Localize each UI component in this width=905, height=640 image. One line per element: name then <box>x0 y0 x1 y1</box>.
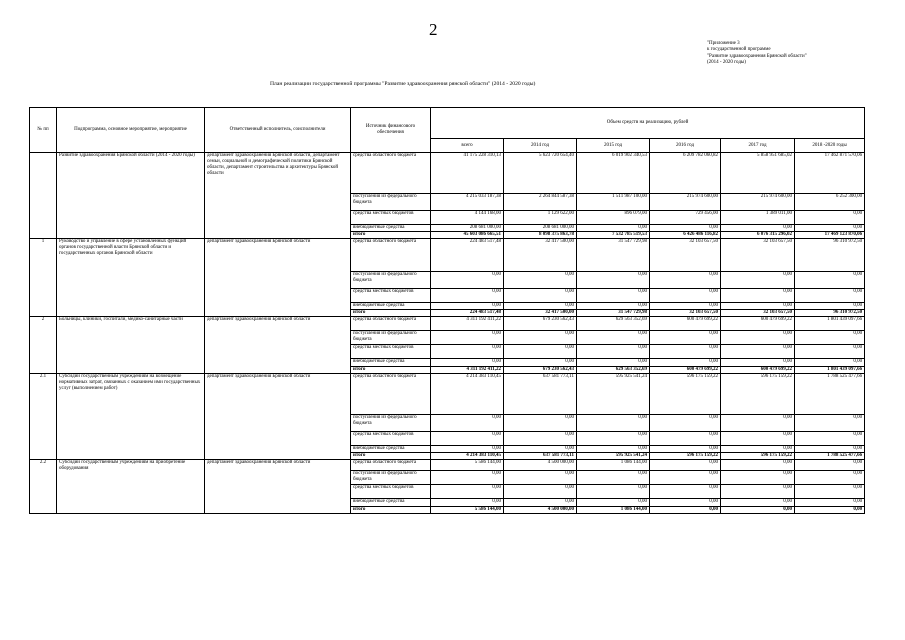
amount-cell: 595 925 541,24 <box>577 374 650 415</box>
amount-cell: 595 925 541,24 <box>577 453 650 460</box>
funding-source: средства областного бюджета <box>351 374 431 415</box>
amount-cell: 0,00 <box>577 499 650 507</box>
amount-cell: 596 175 159,22 <box>721 453 795 460</box>
amount-cell: 0,00 <box>577 359 650 367</box>
amount-cell: 0,00 <box>650 359 721 367</box>
amount-cell: 0,00 <box>721 471 795 485</box>
amount-cell: 0,00 <box>650 485 721 499</box>
amount-cell: 224 483 517,48 <box>431 239 504 272</box>
header-year-2014: 2014 год <box>504 139 577 153</box>
measure-name: Субсидии государственным учреждениям на приобретение оборудования <box>57 460 205 514</box>
funding-source: средства местных бюджетов <box>351 485 431 499</box>
amount-cell: 0,00 <box>504 359 577 367</box>
funding-source: средства местных бюджетов <box>351 289 431 303</box>
funding-source: средства областного бюджета <box>351 239 431 272</box>
amount-cell: 0,00 <box>721 415 795 432</box>
funding-source: внебюджетные средства <box>351 446 431 453</box>
amount-cell: 4 500 000,00 <box>504 507 577 514</box>
amount-cell: 0,00 <box>431 272 504 289</box>
funding-source: итого <box>351 367 431 374</box>
funding-source: внебюджетные средства <box>351 499 431 507</box>
amount-cell: 208 681 000,00 <box>504 225 577 232</box>
amount-cell: 729 456,00 <box>650 211 721 225</box>
plan-table <box>29 107 865 514</box>
header-year-2017: 2017 год <box>721 139 795 153</box>
amount-cell: 600 479 699,22 <box>650 317 721 331</box>
amount-cell: 1 389 011,00 <box>721 211 795 225</box>
page-number: 2 <box>429 20 438 39</box>
amount-cell: 600 479 699,22 <box>721 367 795 374</box>
funding-source: средства местных бюджетов <box>351 345 431 359</box>
amount-cell: 1 086 144,00 <box>577 460 650 471</box>
appendix-line: (2014 - 2020 годы) <box>707 60 746 66</box>
amount-cell: 0,00 <box>650 446 721 453</box>
header-executor: Ответственный исполнитель, соисполнители <box>205 108 351 153</box>
amount-cell: 0,00 <box>795 507 865 514</box>
row-number: 2 <box>30 317 57 374</box>
measure-name: Руководство и управление в сфере установленных функций органов государственной власти Брянской области и государственных органов Брянской области <box>57 239 205 317</box>
amount-cell: 0,00 <box>504 485 577 499</box>
amount-cell: 596 175 159,22 <box>650 453 721 460</box>
amount-cell: 96 310 972,50 <box>795 310 865 317</box>
funding-source: внебюджетные средства <box>351 225 431 232</box>
row-number: 2.1 <box>30 374 57 460</box>
amount-cell: 4 311 192 411,22 <box>431 367 504 374</box>
amount-cell: 629 563 352,69 <box>577 367 650 374</box>
amount-cell: 896 079,00 <box>577 211 650 225</box>
executor: департамент здравоохранения Брянской области <box>205 460 351 514</box>
amount-cell: 4 214 383 110,45 <box>431 453 504 460</box>
amount-cell: 0,00 <box>504 345 577 359</box>
amount-cell: 0,00 <box>650 289 721 303</box>
amount-cell: 0,00 <box>721 331 795 345</box>
amount-cell: 0,00 <box>721 446 795 453</box>
amount-cell: 0,00 <box>721 460 795 471</box>
amount-cell: 32 103 657,50 <box>650 310 721 317</box>
amount-cell: 637 581 773,11 <box>504 374 577 415</box>
amount-cell: 596 175 159,22 <box>721 374 795 415</box>
amount-cell: 1 788 525 477,66 <box>795 374 865 415</box>
amount-cell: 0,00 <box>795 225 865 232</box>
funding-source: итого <box>351 453 431 460</box>
funding-source: средства местных бюджетов <box>351 211 431 225</box>
amount-cell: 32 417 500,00 <box>504 310 577 317</box>
amount-cell: 0,00 <box>650 432 721 446</box>
funding-source: внебюджетные средства <box>351 359 431 367</box>
amount-cell: 0,00 <box>795 345 865 359</box>
amount-cell: 32 103 657,50 <box>650 239 721 272</box>
amount-cell: 0,00 <box>650 345 721 359</box>
amount-cell: 679 230 562,43 <box>504 367 577 374</box>
plan-title: План реализации государственной программы "Развитие здравоохранения рянской области" (2014 - 2020 годы) <box>270 81 536 87</box>
amount-cell: 0,00 <box>795 415 865 432</box>
amount-cell: 0,00 <box>650 225 721 232</box>
amount-cell: 0,00 <box>431 359 504 367</box>
amount-cell: 0,00 <box>795 303 865 310</box>
executor: департамент здравоохранения Брянской области <box>205 317 351 374</box>
amount-cell: 0,00 <box>795 446 865 453</box>
amount-cell: 596 175 159,22 <box>650 374 721 415</box>
amount-cell: 6 019 902 340,53 <box>577 153 650 194</box>
amount-cell: 4 311 192 411,22 <box>431 317 504 331</box>
amount-cell: 0,00 <box>795 499 865 507</box>
row-number: 2.2 <box>30 460 57 514</box>
header-year-2018-2020: 2018 -2020 годы <box>795 139 865 153</box>
amount-cell: 4 500 000,00 <box>504 460 577 471</box>
amount-cell: 215 974 600,00 <box>721 194 795 211</box>
amount-cell: 0,00 <box>721 359 795 367</box>
amount-cell: 1 511 987 100,00 <box>577 194 650 211</box>
amount-cell: 0,00 <box>577 303 650 310</box>
row-number <box>30 153 57 239</box>
amount-cell: 5 586 144,00 <box>431 507 504 514</box>
amount-cell: 0,00 <box>795 211 865 225</box>
appendix-line: "Приложение 3 <box>707 41 740 46</box>
amount-cell: 0,00 <box>577 432 650 446</box>
table-row <box>30 239 865 272</box>
funding-source: итого <box>351 232 431 239</box>
funding-source: средства областного бюджета <box>351 460 431 471</box>
amount-cell: 0,00 <box>431 331 504 345</box>
amount-cell: 208 681 000,00 <box>431 225 504 232</box>
amount-cell: 0,00 <box>650 507 721 514</box>
amount-cell: 0,00 <box>504 272 577 289</box>
measure-name: Субсидии государственным учреждениям на возмещение нормативных затрат, связанных с оказанием ими государственных услуг (выполнением работ) <box>57 374 205 460</box>
amount-cell: 637 581 773,11 <box>504 453 577 460</box>
amount-cell: 0,00 <box>577 289 650 303</box>
amount-cell: 2 264 844 587,38 <box>504 194 577 211</box>
amount-cell: 0,00 <box>577 485 650 499</box>
amount-cell: 1 788 525 477,66 <box>795 453 865 460</box>
amount-cell: 0,00 <box>795 485 865 499</box>
amount-cell: 0,00 <box>431 432 504 446</box>
amount-cell: 0,00 <box>577 331 650 345</box>
amount-cell: 1 129 622,00 <box>504 211 577 225</box>
header-year-2016: 2016 год <box>650 139 721 153</box>
funding-source: поступления из федерального бюджета <box>351 415 431 432</box>
amount-cell: 8 098 375 863,78 <box>504 232 577 239</box>
amount-cell: 0,00 <box>577 345 650 359</box>
funding-source: поступления из федерального бюджета <box>351 471 431 485</box>
amount-cell: 0,00 <box>431 303 504 310</box>
funding-source: средства областного бюджета <box>351 317 431 331</box>
amount-cell: 0,00 <box>721 499 795 507</box>
amount-cell: 96 310 972,50 <box>795 239 865 272</box>
amount-cell: 0,00 <box>504 446 577 453</box>
header-year-2015: 2015 год <box>577 139 650 153</box>
header-num: № пп <box>30 108 57 153</box>
amount-cell: 0,00 <box>504 471 577 485</box>
executor: департамент здравоохранения Брянской области <box>205 239 351 317</box>
amount-cell: 5 623 720 654,40 <box>504 153 577 194</box>
amount-cell: 4 214 383 110,45 <box>431 374 504 415</box>
amount-cell: 0,00 <box>504 499 577 507</box>
amount-cell: 0,00 <box>504 289 577 303</box>
appendix-line: "Развитие здравоохранения Брянской области" <box>707 53 807 59</box>
table-row <box>30 374 865 415</box>
table-row <box>30 460 865 471</box>
amount-cell: 6 076 315 296,02 <box>721 232 795 239</box>
amount-cell: 0,00 <box>650 460 721 471</box>
amount-cell: 0,00 <box>721 303 795 310</box>
amount-cell: 6 209 782 060,82 <box>650 153 721 194</box>
header-source: Источник финансового обеспечения <box>351 108 431 153</box>
amount-cell: 0,00 <box>721 289 795 303</box>
funding-source: средства местных бюджетов <box>351 432 431 446</box>
amount-cell: 0,00 <box>650 499 721 507</box>
amount-cell: 31 547 729,98 <box>577 310 650 317</box>
amount-cell: 0,00 <box>504 415 577 432</box>
amount-cell: 600 479 699,22 <box>721 317 795 331</box>
amount-cell: 0,00 <box>795 359 865 367</box>
amount-cell: 45 603 086 665,51 <box>431 232 504 239</box>
measure-name: Развитие здравоохранения Брянской области (2014 - 2020 годы) <box>57 153 205 239</box>
appendix-note <box>707 41 807 67</box>
amount-cell: 17 469 123 870,06 <box>795 232 865 239</box>
amount-cell: 679 230 562,43 <box>504 317 577 331</box>
amount-cell: 0,00 <box>795 460 865 471</box>
amount-cell: 0,00 <box>795 471 865 485</box>
amount-cell: 0,00 <box>431 446 504 453</box>
amount-cell: 0,00 <box>431 471 504 485</box>
amount-cell: 0,00 <box>577 415 650 432</box>
amount-cell: 0,00 <box>795 272 865 289</box>
table-row <box>30 317 865 331</box>
funding-source: поступления из федерального бюджета <box>351 194 431 211</box>
amount-cell: 6 426 486 116,82 <box>650 232 721 239</box>
amount-cell: 0,00 <box>431 345 504 359</box>
amount-cell: 0,00 <box>721 432 795 446</box>
appendix-line: к государственной программе <box>707 47 771 53</box>
amount-cell: 5 858 951 685,02 <box>721 153 795 194</box>
amount-cell: 0,00 <box>650 331 721 345</box>
funding-source: поступления из федерального бюджета <box>351 331 431 345</box>
amount-cell: 0,00 <box>577 225 650 232</box>
amount-cell: 0,00 <box>431 415 504 432</box>
table-row <box>30 153 865 194</box>
amount-cell: 1 801 439 097,66 <box>795 367 865 374</box>
amount-cell: 0,00 <box>721 272 795 289</box>
amount-cell: 600 479 699,22 <box>650 367 721 374</box>
amount-cell: 0,00 <box>795 331 865 345</box>
amount-cell: 0,00 <box>650 303 721 310</box>
plan-table-body <box>30 153 865 514</box>
amount-cell: 31 547 729,98 <box>577 239 650 272</box>
amount-cell: 0,00 <box>577 471 650 485</box>
amount-cell: 5 586 144,00 <box>431 460 504 471</box>
amount-cell: 1 086 144,00 <box>577 507 650 514</box>
amount-cell: 0,00 <box>721 485 795 499</box>
amount-cell: 0,00 <box>504 331 577 345</box>
amount-cell: 0,00 <box>721 345 795 359</box>
amount-cell: 224 483 517,48 <box>431 310 504 317</box>
funding-source: итого <box>351 507 431 514</box>
row-number: 1 <box>30 239 57 317</box>
funding-source: итого <box>351 310 431 317</box>
amount-cell: 0,00 <box>795 432 865 446</box>
amount-cell: 17 462 871 570,06 <box>795 153 865 194</box>
amount-cell: 0,00 <box>504 303 577 310</box>
amount-cell: 7 532 785 519,53 <box>577 232 650 239</box>
amount-cell: 32 417 500,00 <box>504 239 577 272</box>
funding-source: поступления из федерального бюджета <box>351 272 431 289</box>
amount-cell: 0,00 <box>650 272 721 289</box>
header-year-total: всего <box>431 139 504 153</box>
amount-cell: 629 563 352,69 <box>577 317 650 331</box>
amount-cell: 0,00 <box>721 507 795 514</box>
funding-source: внебюджетные средства <box>351 303 431 310</box>
amount-cell: 0,00 <box>577 272 650 289</box>
funding-source: средства областного бюджета <box>351 153 431 194</box>
measure-name: Больницы, клиники, госпитали, медико-санитарные части <box>57 317 205 374</box>
amount-cell: 41 175 228 310,13 <box>431 153 504 194</box>
amount-cell: 0,00 <box>431 485 504 499</box>
amount-cell: 0,00 <box>504 432 577 446</box>
amount-cell: 0,00 <box>431 499 504 507</box>
amount-cell: 0,00 <box>577 446 650 453</box>
amount-cell: 0,00 <box>650 415 721 432</box>
executor: департамент здравоохранения Брянской области <box>205 374 351 460</box>
amount-cell: 0,00 <box>721 225 795 232</box>
amount-cell: 0,00 <box>431 289 504 303</box>
amount-cell: 32 103 657,50 <box>721 310 795 317</box>
header-volume: Объем средств на реализацию, рублей <box>431 108 865 139</box>
amount-cell: 0,00 <box>795 289 865 303</box>
header-name: Подпрограмма, основное мероприятие, мероприятие <box>57 108 205 153</box>
amount-cell: 215 974 600,00 <box>650 194 721 211</box>
amount-cell: 4 144 168,00 <box>431 211 504 225</box>
executor: департамент здравоохранения Брянской области, департамент семьи, социальной и демографической политики Брянской области, департамент строительства и архитектуры Брянской области <box>205 153 351 239</box>
amount-cell: 4 215 033 187,38 <box>431 194 504 211</box>
amount-cell: 0,00 <box>650 471 721 485</box>
amount-cell: 6 252 300,00 <box>795 194 865 211</box>
amount-cell: 32 103 657,50 <box>721 239 795 272</box>
amount-cell: 1 801 439 097,66 <box>795 317 865 331</box>
